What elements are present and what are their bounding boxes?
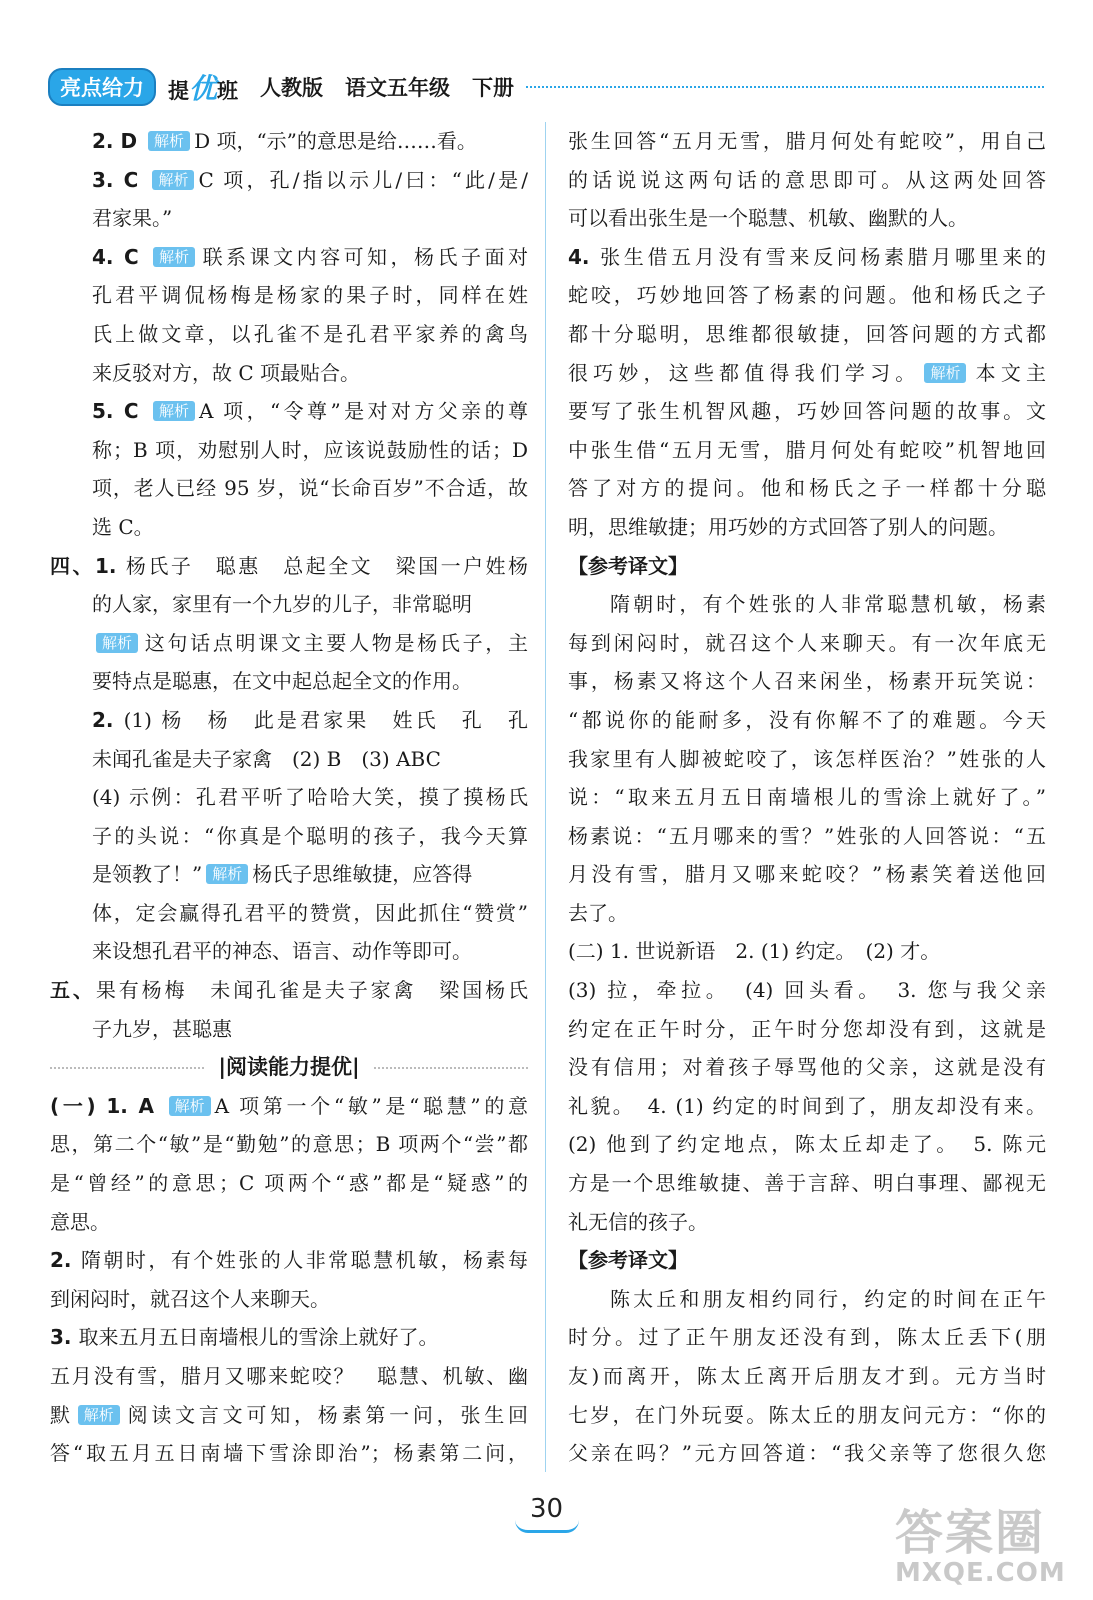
- line-text: 可以看出张生是一个聪慧、机敏、幽默的人。: [568, 206, 968, 231]
- right-line: [568, 894, 1046, 933]
- line-text: 的话说说这两句话的意思即可。从这两处回答: [568, 167, 1046, 192]
- left-line: [50, 1434, 528, 1473]
- line-text: 项，老人已经 95 岁，说“长命百岁”不合适，故: [92, 476, 528, 501]
- line-text: 子的头说：“你真是个聪明的孩子，我今天算: [92, 823, 528, 848]
- left-line: [50, 469, 528, 508]
- line-text: 果有杨梅 未闻孔雀是夫子家禽 梁国杨氏: [95, 978, 528, 1003]
- right-line: [568, 1396, 1046, 1435]
- left-line: [50, 392, 528, 431]
- line-text: 我家里有人脚被蛇咬了，该怎样医治？”姓张的人: [568, 746, 1046, 771]
- column-divider: [545, 122, 546, 1472]
- line-text: 答了对方的提问。他和杨氏之子一样都十分聪: [568, 476, 1046, 501]
- right-line: [568, 778, 1046, 817]
- answer-number: 1. A: [106, 1093, 165, 1118]
- line-text: 去了。: [568, 900, 628, 925]
- right-line: [568, 161, 1046, 200]
- left-line: [50, 1396, 528, 1435]
- edition-label: 人教版: [260, 76, 324, 100]
- analysis-tag: 解析: [153, 401, 195, 421]
- watermark: 答案圈 MXQE.COM: [895, 1505, 1066, 1588]
- line-text: 七岁，在门外玩耍。陈太丘的朋友问元方：“你的: [568, 1402, 1046, 1427]
- line-text: 蛇咬，巧妙地回答了杨素的问题。他和杨氏之子: [568, 283, 1046, 308]
- line-text: 都十分聪明，思维都很敏捷，回答问题的方式都: [568, 321, 1046, 346]
- analysis-tag: 解析: [924, 363, 966, 383]
- line-text: 每到闲闷时，就召这个人来聊天。有一次年底无: [568, 630, 1046, 655]
- analysis-tag: 解析: [153, 247, 195, 267]
- line-text: 思，第二个“敏”是“勤勉”的意思；B 项两个“尝”都: [50, 1132, 528, 1157]
- line-text: 友)而离开，陈太丘离开后朋友才到。元方当时: [568, 1364, 1046, 1388]
- line-text: (4) 示例：孔君平听了哈哈大笑，摸了摸杨氏: [92, 785, 528, 810]
- line-text: 本文主: [970, 360, 1046, 385]
- left-line: [50, 740, 528, 779]
- line-text: 张生借五月没有雪来反问杨素腊月哪里来的: [600, 244, 1046, 269]
- line-text: 选 C。: [92, 514, 154, 539]
- line-text: 隋朝时，有个姓张的人非常聪慧机敏，杨素每: [80, 1248, 528, 1273]
- analysis-tag: 解析: [96, 633, 138, 653]
- right-line: [568, 392, 1046, 431]
- line-text: A 项第一个“敏”是“聪慧”的意: [214, 1093, 528, 1118]
- answer-number: 2.: [92, 707, 124, 732]
- line-text: 是“曾经”的意思；C 项两个“惑”都是“疑惑”的: [50, 1171, 528, 1196]
- answer-number: 4. C: [92, 244, 150, 269]
- line-text: 取来五月五日南墙根儿的雪涂上就好了。: [78, 1325, 439, 1350]
- right-line: [568, 1434, 1046, 1473]
- right-line: [568, 122, 1046, 161]
- right-line: [568, 1164, 1046, 1203]
- right-line: [568, 662, 1046, 701]
- left-line: [50, 778, 528, 817]
- answer-number: 5. C: [92, 399, 149, 424]
- right-line: [568, 315, 1046, 354]
- right-line: [568, 817, 1046, 856]
- right-line: [568, 431, 1046, 470]
- right-line: [568, 1203, 1046, 1242]
- right-line: [568, 1010, 1046, 1049]
- line-text: 的人家，家里有一个九岁的儿子，非常聪明: [92, 592, 472, 617]
- line-text: 这句话点明课文主要人物是杨氏子，主: [142, 630, 528, 655]
- line-text: 五月没有雪，腊月又哪来蛇咬？ 聪慧、机敏、幽: [50, 1364, 528, 1388]
- right-line: [568, 1318, 1046, 1357]
- right-line: [568, 1048, 1046, 1087]
- line-text: 隋朝时，有个姓张的人非常聪慧机敏，杨素: [610, 592, 1046, 617]
- line-text: 君家果。”: [92, 206, 173, 231]
- line-text: 【参考译文】: [568, 553, 688, 578]
- right-line: [568, 701, 1046, 740]
- section-marker: (一): [50, 1093, 107, 1118]
- line-text: 父亲在吗？”元方回答道：“我父亲等了您很久您: [568, 1441, 1046, 1466]
- line-text: 孔君平调侃杨梅是杨家的果子时，同样在姓: [92, 283, 528, 308]
- left-line: [50, 547, 528, 586]
- line-text: 要特点是聪惠，在文中起总起全文的作用。: [92, 669, 472, 694]
- right-line: [568, 1241, 1046, 1280]
- line-text: 意思。: [50, 1209, 110, 1234]
- line-text: 时分。过了正午朋友还没有到，陈太丘丢下(朋: [568, 1325, 1046, 1350]
- left-line: [50, 932, 528, 971]
- line-text: A 项，“令尊”是对对方父亲的尊: [198, 399, 528, 424]
- right-line: [568, 624, 1046, 663]
- line-text: 月没有雪，腊月又哪来蛇咬？”杨素笑着送他回: [568, 862, 1046, 887]
- left-line: [50, 122, 528, 161]
- right-column: [568, 122, 1046, 1473]
- line-text: “都说你的能耐多，没有你解不了的难题。今天: [568, 707, 1046, 732]
- right-line: [568, 1357, 1046, 1396]
- analysis-tag: 解析: [206, 864, 248, 884]
- line-text: 没有信用；对着孩子辱骂他的父亲，这就是没有: [568, 1055, 1046, 1080]
- line-text: 体，定会赢得孔君平的赞赏，因此抓住“赞赏”: [92, 900, 528, 925]
- line-text: 说：“取来五月五日南墙根儿的雪涂上就好了。”: [568, 785, 1046, 810]
- left-line: [50, 1280, 528, 1319]
- left-line: [50, 1125, 528, 1164]
- left-line: [50, 431, 528, 470]
- right-line: [568, 199, 1046, 238]
- left-line: [50, 1087, 528, 1126]
- right-line: [568, 508, 1046, 547]
- left-line: [50, 276, 528, 315]
- left-line: [50, 1010, 528, 1049]
- answer-number: 2.: [50, 1248, 81, 1273]
- line-text: 礼无信的孩子。: [568, 1209, 708, 1234]
- subject-label: 语文五年级: [345, 76, 451, 100]
- left-line: [50, 354, 528, 393]
- page-header: [48, 68, 1044, 106]
- answer-number: 3. C: [92, 167, 149, 192]
- analysis-tag: 解析: [148, 131, 190, 151]
- header-rule: [526, 86, 1044, 88]
- line-text: (3) 拉，牵拉。 (4) 回头看。 3. 您与我父亲: [568, 978, 1046, 1003]
- line-text: 是领教了！”: [92, 862, 203, 887]
- line-text: 要写了张生机智风趣，巧妙回答问题的故事。文: [568, 399, 1046, 424]
- line-text: 答“取五月五日南墙下雪涂即治”；杨素第二问，: [50, 1441, 528, 1466]
- line-text: 子九岁，甚聪惠: [92, 1016, 232, 1041]
- line-text: (二) 1. 世说新语 2. (1) 约定。 (2) 才。: [568, 939, 941, 964]
- line-text: 到闲闷时，就召这个人来聊天。: [50, 1286, 330, 1311]
- line-text: 杨氏子 聪惠 总起全文 梁国一户姓杨: [125, 553, 528, 578]
- section-heading: [50, 1048, 528, 1087]
- section-marker: 五、: [50, 978, 96, 1003]
- line-text: 来设想孔君平的神态、语言、动作等即可。: [92, 939, 472, 964]
- left-line: [50, 662, 528, 701]
- line-text: 约定在正午时分，正午时分您却没有到，这就是: [568, 1016, 1046, 1041]
- line-text: 陈太丘和朋友相约同行，约定的时间在正午: [610, 1286, 1046, 1311]
- line-text: (2) 他到了约定地点，陈太丘却走了。 5. 陈元: [568, 1132, 1046, 1157]
- line-text: 来反驳对方，故 C 项最贴合。: [92, 360, 361, 385]
- answer-number: 1.: [94, 553, 126, 578]
- analysis-tag: 解析: [78, 1405, 120, 1425]
- line-text: 【参考译文】: [568, 1248, 688, 1273]
- right-line: [568, 547, 1046, 586]
- left-line: [50, 199, 528, 238]
- left-line: [50, 855, 528, 894]
- line-text: 氏上做文章，以孔雀不是孔君平家养的禽鸟: [92, 321, 528, 346]
- line-text: 杨素说：“五月哪来的雪？”姓张的人回答说：“五: [568, 823, 1046, 848]
- right-line: [568, 855, 1046, 894]
- left-line: [50, 894, 528, 933]
- right-line: [568, 354, 1046, 393]
- line-text: 联系课文内容可知，杨氏子面对: [199, 244, 528, 269]
- left-line: [50, 971, 528, 1010]
- section-marker: 四、: [50, 553, 95, 578]
- line-text: 阅读文言文可知，杨素第一问，张生回: [123, 1402, 528, 1427]
- brand-badge: 亮点给力: [48, 68, 156, 106]
- right-line: [568, 1087, 1046, 1126]
- answer-number: 4.: [568, 244, 601, 269]
- section-title: |阅读能力提优|: [218, 1055, 360, 1080]
- right-line: [568, 740, 1046, 779]
- left-line: [50, 701, 528, 740]
- left-line: [50, 1318, 528, 1357]
- series-name: 提优班: [168, 72, 239, 105]
- volume-label: 下册: [472, 76, 515, 100]
- line-text: 很巧妙，这些都值得我们学习。: [568, 360, 921, 385]
- line-text: 明，思维敏捷；用巧妙的方式回答了别人的问题。: [568, 514, 1008, 539]
- right-line: [568, 1125, 1046, 1164]
- line-text: 方是一个思维敏捷、善于言辞、明白事理、鄙视无: [568, 1171, 1046, 1196]
- line-text: D 项，“示”的意思是给……看。: [194, 129, 477, 153]
- line-text: 事，杨素又将这个人召来闲坐，杨素开玩笑说：: [568, 669, 1046, 694]
- page-number: 30: [500, 1494, 593, 1533]
- analysis-tag: 解析: [152, 170, 194, 190]
- answer-number: 3.: [50, 1325, 79, 1350]
- right-line: [568, 469, 1046, 508]
- line-text: 中张生借“五月无雪，腊月何处有蛇咬”机智地回: [568, 437, 1046, 462]
- line-text: C 项，孔/指以示儿/曰：“此/是/: [198, 167, 528, 192]
- left-line: [50, 315, 528, 354]
- left-line: [50, 238, 528, 277]
- left-line: [50, 1241, 528, 1280]
- left-line: [50, 624, 528, 663]
- left-line: [50, 508, 528, 547]
- line-text: 杨氏子思维敏捷，应答得: [252, 862, 473, 887]
- line-text: 默: [50, 1402, 74, 1427]
- line-text: 张生回答“五月无雪，腊月何处有蛇咬”，用自己: [568, 129, 1046, 153]
- right-line: [568, 238, 1046, 277]
- line-text: 礼貌。 4. (1) 约定的时间到了，朋友却没有来。: [568, 1093, 1046, 1118]
- left-line: [50, 1203, 528, 1242]
- right-line: [568, 585, 1046, 624]
- left-line: [50, 161, 528, 200]
- line-text: 未闻孔雀是夫子家禽 (2) B (3) ABC: [92, 746, 441, 771]
- right-line: [568, 932, 1046, 971]
- line-text: 称；B 项，劝慰别人时，应该说鼓励性的话；D: [92, 437, 528, 462]
- left-line: [50, 1357, 528, 1396]
- answer-number: 2. D: [92, 129, 145, 153]
- line-text: (1) 杨 杨 此是君家果 姓氏 孔 孔: [123, 707, 528, 732]
- left-line: [50, 1164, 528, 1203]
- left-column: [50, 122, 528, 1473]
- right-line: [568, 1280, 1046, 1319]
- left-line: [50, 585, 528, 624]
- right-line: [568, 276, 1046, 315]
- right-line: [568, 971, 1046, 1010]
- analysis-tag: 解析: [169, 1096, 211, 1116]
- left-line: [50, 817, 528, 856]
